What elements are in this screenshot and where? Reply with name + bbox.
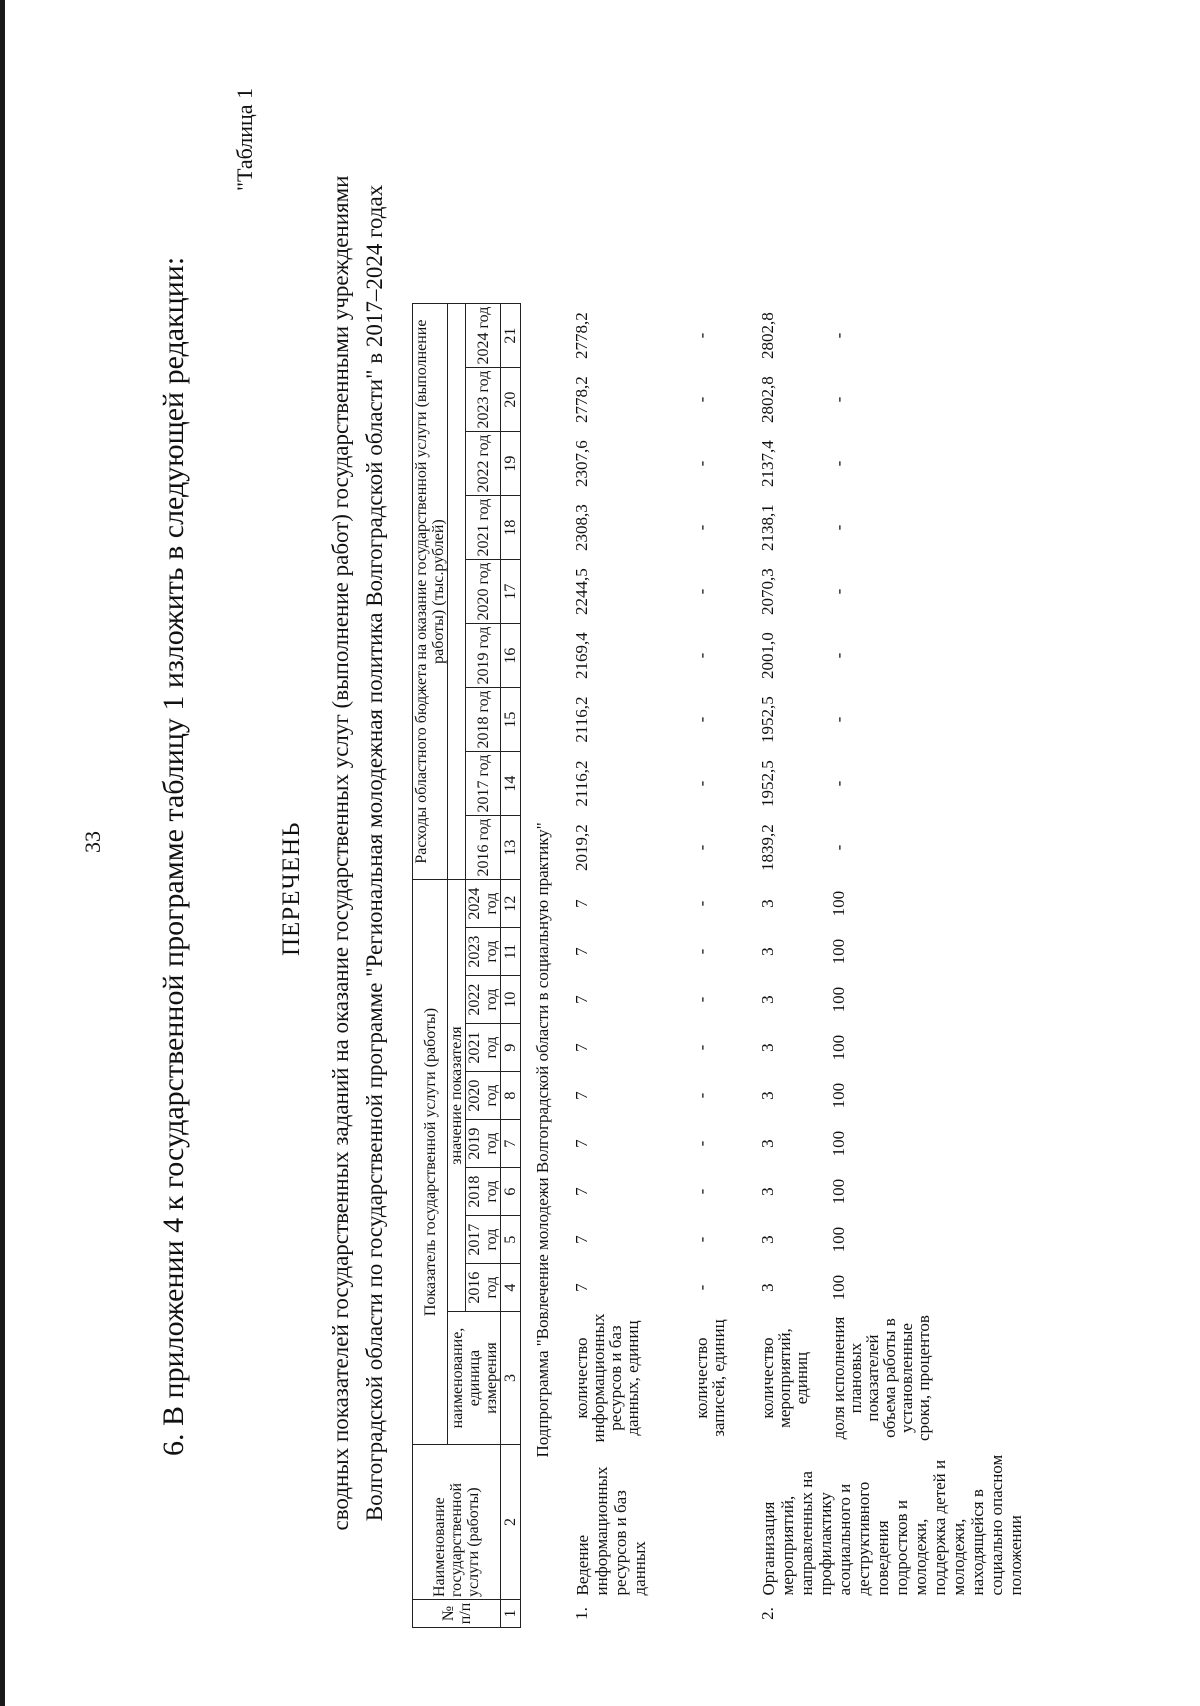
expense-value: - bbox=[692, 652, 711, 659]
expense-year: 2018 год bbox=[466, 688, 501, 752]
expense-value: - bbox=[828, 652, 848, 659]
row-number: 2. bbox=[758, 1607, 777, 1620]
indicator-value: 100 bbox=[828, 1130, 848, 1157]
expense-value: - bbox=[692, 716, 711, 723]
indicator-value: - bbox=[692, 1284, 711, 1291]
column-number: 3 bbox=[501, 1312, 521, 1445]
header-indicator-values: значение показателя bbox=[448, 880, 466, 1312]
column-number: 18 bbox=[501, 496, 521, 560]
column-number: 11 bbox=[501, 928, 521, 976]
indicator-name: доля исполнения плановых показателей объема работы в установленные сроки, процентов bbox=[828, 1315, 933, 1442]
column-number: 5 bbox=[501, 1216, 521, 1264]
expense-value: 1839,2 bbox=[758, 824, 777, 871]
expense-value: - bbox=[692, 588, 711, 595]
indicator-value: 3 bbox=[758, 1283, 777, 1292]
indicators-table bbox=[412, 303, 1025, 1628]
indicator-value: 7 bbox=[572, 947, 591, 956]
expense-year: 2022 год bbox=[466, 432, 501, 496]
table-row bbox=[683, 304, 749, 1628]
header-num: № п/п bbox=[413, 1600, 501, 1628]
expense-value: 2138,1 bbox=[758, 504, 777, 551]
expense-value: 1952,5 bbox=[758, 696, 777, 743]
expense-value: 2019,2 bbox=[572, 824, 591, 871]
column-number: 19 bbox=[501, 432, 521, 496]
column-number: 6 bbox=[501, 1168, 521, 1216]
indicator-value: 7 bbox=[572, 1139, 591, 1148]
indicator-value: 7 bbox=[572, 899, 591, 908]
column-number: 2 bbox=[501, 1445, 521, 1600]
expense-year: 2017 год bbox=[466, 752, 501, 816]
indicator-value: 100 bbox=[828, 1178, 848, 1205]
expense-value: 2137,4 bbox=[758, 440, 777, 487]
indicator-value: 100 bbox=[828, 986, 848, 1013]
expense-value: 2116,2 bbox=[572, 696, 591, 743]
indicator-value: 100 bbox=[828, 890, 848, 917]
expense-value: 2244,5 bbox=[572, 568, 591, 615]
indicator-name: количество записей, единиц bbox=[692, 1319, 728, 1437]
column-number: 17 bbox=[501, 560, 521, 624]
table-label: "Таблица 1 bbox=[232, 87, 257, 191]
expense-value: 2778,2 bbox=[572, 376, 591, 423]
indicator-value: - bbox=[692, 900, 711, 907]
expense-value: - bbox=[692, 460, 711, 467]
expense-year: 2019 год bbox=[466, 624, 501, 688]
expense-value: - bbox=[828, 844, 848, 851]
expense-value: - bbox=[828, 780, 848, 787]
table-row bbox=[749, 304, 820, 1628]
indicator-value: 100 bbox=[828, 1082, 848, 1109]
expense-value: - bbox=[692, 396, 711, 403]
indicator-value: 100 bbox=[828, 938, 848, 965]
indicator-value: 100 bbox=[828, 1034, 848, 1061]
indicator-value: 7 bbox=[572, 1043, 591, 1052]
indicator-year: 2019 год bbox=[466, 1120, 501, 1168]
expense-value: - bbox=[692, 524, 711, 531]
expense-value: 2001,0 bbox=[758, 632, 777, 679]
header-service-name: Наименование государственной услуги (работы) bbox=[413, 1445, 501, 1600]
table-row bbox=[820, 304, 1025, 1628]
expense-value: - bbox=[828, 524, 848, 531]
indicator-value: 3 bbox=[758, 1235, 777, 1244]
subprogram-title: Подпрограмма "Вовлечение молодежи Волгоградской области в социальную практику" bbox=[532, 822, 552, 1458]
indicator-value: 100 bbox=[828, 1274, 848, 1301]
list-subtitle-line-1: сводных показателей государственных заданий на оказание государственных услуг (выполнение работ) государственными учреждениями bbox=[328, 175, 353, 1531]
indicator-value: 7 bbox=[572, 1283, 591, 1292]
column-number: 4 bbox=[501, 1264, 521, 1312]
indicator-year: 2021 год bbox=[466, 1024, 501, 1072]
indicator-value: - bbox=[692, 948, 711, 955]
expense-value: 2308,3 bbox=[572, 504, 591, 551]
column-number: 12 bbox=[501, 880, 521, 928]
page-number: 33 bbox=[80, 831, 105, 853]
service-name: Организация мероприятий, направленных на профилактику асоциального и деструктивного поведения подростков и молодежи, поддержка детей и молодежи, находящейся в социально опасном положении bbox=[759, 1454, 1025, 1596]
indicator-value: 7 bbox=[572, 1235, 591, 1244]
expense-value: - bbox=[828, 460, 848, 467]
column-number: 9 bbox=[501, 1024, 521, 1072]
indicator-value: 3 bbox=[758, 995, 777, 1004]
header-indicator-name: наименование, единица измерения bbox=[448, 1312, 501, 1445]
indicator-year: 2022 год bbox=[466, 976, 501, 1024]
header-expenses-spacer bbox=[448, 304, 466, 880]
indicator-value: 3 bbox=[758, 947, 777, 956]
column-number: 20 bbox=[501, 368, 521, 432]
indicator-value: 3 bbox=[758, 1043, 777, 1052]
column-number: 8 bbox=[501, 1072, 521, 1120]
column-number: 1 bbox=[501, 1600, 521, 1628]
service-name: Ведение информационных ресурсов и баз данных bbox=[573, 1466, 649, 1596]
indicator-value: - bbox=[692, 1092, 711, 1099]
expense-value: 2778,2 bbox=[572, 312, 591, 359]
expense-value: 2307,6 bbox=[572, 440, 591, 487]
column-number: 14 bbox=[501, 752, 521, 816]
expense-year: 2020 год bbox=[466, 560, 501, 624]
indicator-year: 2016 год bbox=[466, 1264, 501, 1312]
expense-value: - bbox=[692, 332, 711, 339]
row-number: 1. bbox=[572, 1607, 591, 1620]
indicator-value: 3 bbox=[758, 899, 777, 908]
column-number: 10 bbox=[501, 976, 521, 1024]
indicator-value: - bbox=[692, 1044, 711, 1051]
list-subtitle-line-2: Волгоградской области по государственной программе "Региональная молодежная политика Волгоградской области" в 2017–2024 годах bbox=[362, 184, 387, 1522]
indicator-year: 2017 год bbox=[466, 1216, 501, 1264]
expense-value: - bbox=[828, 396, 848, 403]
expense-year: 2023 год bbox=[466, 368, 501, 432]
expense-year: 2016 год bbox=[466, 816, 501, 880]
indicator-value: 3 bbox=[758, 1139, 777, 1148]
indicator-year: 2023 год bbox=[466, 928, 501, 976]
header-expenses-group: Расходы областного бюджета на оказание государственной услуги (выполнение работы) (тыс.рублей) bbox=[413, 304, 448, 880]
indicator-value: 7 bbox=[572, 995, 591, 1004]
indicator-value: - bbox=[692, 996, 711, 1003]
indicator-year: 2018 год bbox=[466, 1168, 501, 1216]
expense-value: 2070,3 bbox=[758, 568, 777, 615]
indicator-value: 3 bbox=[758, 1091, 777, 1100]
expense-value: - bbox=[828, 588, 848, 595]
indicator-value: - bbox=[692, 1188, 711, 1195]
expense-value: - bbox=[828, 716, 848, 723]
expense-year: 2024 год bbox=[466, 304, 501, 368]
expense-year: 2021 год bbox=[466, 496, 501, 560]
indicator-value: 3 bbox=[758, 1187, 777, 1196]
list-title: ПЕРЕЧЕНЬ bbox=[278, 821, 305, 956]
expense-value: 2802,8 bbox=[758, 376, 777, 423]
expense-value: 2116,2 bbox=[572, 760, 591, 807]
indicator-year: 2024 год bbox=[466, 880, 501, 928]
column-number: 13 bbox=[501, 816, 521, 880]
header-indicator-group: Показатель государственной услуги (работы) bbox=[413, 880, 448, 1445]
indicator-value: - bbox=[692, 1140, 711, 1147]
section-heading: 6. В приложении 4 к государственной программе таблицу 1 изложить в следующей редакции: bbox=[157, 256, 190, 1456]
expense-value: 2802,8 bbox=[758, 312, 777, 359]
table-row bbox=[563, 304, 683, 1628]
indicator-value: 7 bbox=[572, 1187, 591, 1196]
column-number: 15 bbox=[501, 688, 521, 752]
indicator-name: количество мероприятий, единиц bbox=[758, 1328, 811, 1428]
column-number: 7 bbox=[501, 1120, 521, 1168]
indicator-year: 2020 год bbox=[466, 1072, 501, 1120]
indicator-value: 100 bbox=[828, 1226, 848, 1253]
expense-value: - bbox=[692, 844, 711, 851]
expense-value: 1952,5 bbox=[758, 760, 777, 807]
column-number: 21 bbox=[501, 304, 521, 368]
expense-value: - bbox=[828, 332, 848, 339]
expense-value: - bbox=[692, 780, 711, 787]
column-number: 16 bbox=[501, 624, 521, 688]
expense-value: 2169,4 bbox=[572, 632, 591, 679]
indicator-value: - bbox=[692, 1236, 711, 1243]
indicator-name: количество информационных ресурсов и баз данных, единиц bbox=[572, 1313, 642, 1443]
indicator-value: 7 bbox=[572, 1091, 591, 1100]
